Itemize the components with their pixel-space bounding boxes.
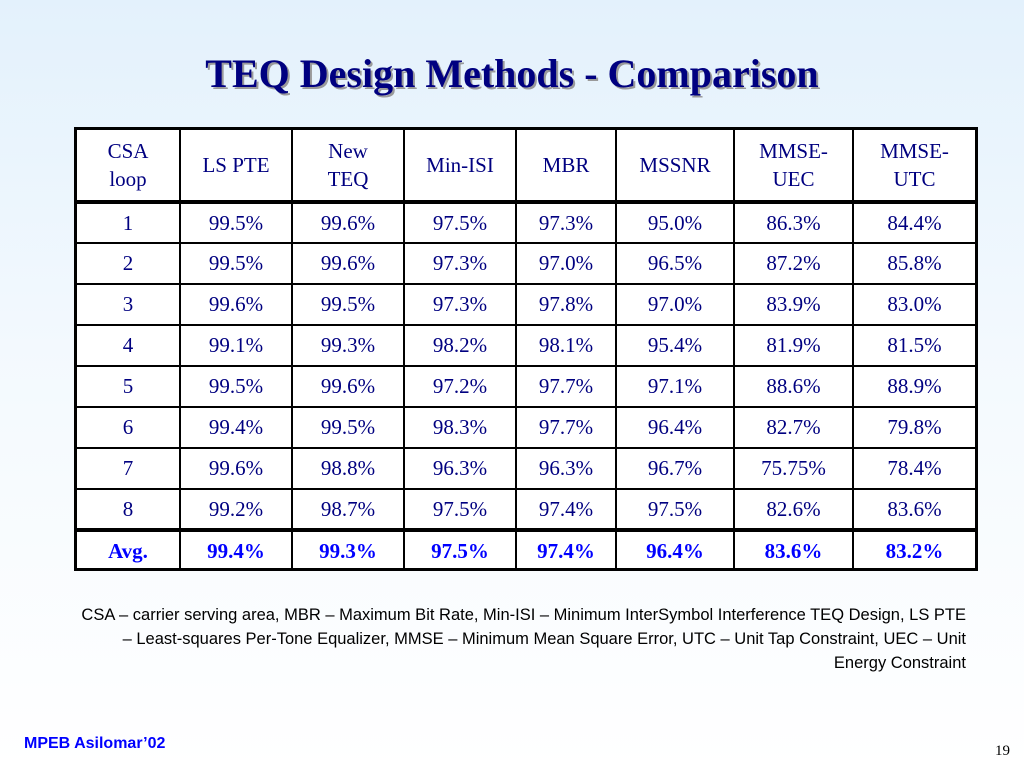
ls-pte-cell: 99.4% — [180, 407, 292, 448]
mmse-uec-cell: 81.9% — [734, 325, 853, 366]
new-teq-cell: 99.6% — [292, 243, 404, 284]
mmse-utc-cell: 88.9% — [853, 366, 975, 407]
comparison-table-container — [74, 127, 978, 571]
header-mmse-uec-line: UEC — [772, 167, 815, 191]
mmse-uec-cell: 86.3% — [734, 202, 853, 243]
header-mbr-line: MBR — [542, 153, 590, 177]
table-header-row — [77, 130, 975, 202]
new-teq-cell: 99.5% — [292, 284, 404, 325]
avg-mmse-uec-cell: 83.6% — [734, 530, 853, 571]
ls-pte-cell: 99.5% — [180, 202, 292, 243]
mmse-utc-cell: 83.0% — [853, 284, 975, 325]
mbr-cell: 98.1% — [516, 325, 616, 366]
mssnr-cell: 96.4% — [616, 407, 734, 448]
csa-loop-cell: 3 — [77, 284, 180, 325]
min-isi-cell: 96.3% — [404, 448, 516, 489]
header-csa-loop-line: CSA — [107, 139, 149, 163]
new-teq-cell: 98.7% — [292, 489, 404, 530]
mbr-cell: 97.4% — [516, 489, 616, 530]
mbr-cell: 96.3% — [516, 448, 616, 489]
header-csa-loop-line: loop — [109, 167, 147, 191]
new-teq-cell: 99.6% — [292, 202, 404, 243]
min-isi-cell: 98.3% — [404, 407, 516, 448]
mmse-utc-cell: 83.6% — [853, 489, 975, 530]
mmse-utc-cell: 79.8% — [853, 407, 975, 448]
min-isi-cell: 97.2% — [404, 366, 516, 407]
csa-loop-cell: 6 — [77, 407, 180, 448]
ls-pte-cell: 99.5% — [180, 243, 292, 284]
csa-loop-cell: 7 — [77, 448, 180, 489]
avg-mmse-utc-cell: 83.2% — [853, 530, 975, 571]
min-isi-cell: 98.2% — [404, 325, 516, 366]
new-teq-cell: 99.3% — [292, 325, 404, 366]
comparison-table — [77, 130, 975, 571]
header-min-isi-line: Min-ISI — [426, 153, 494, 177]
ls-pte-cell: 99.6% — [180, 284, 292, 325]
mmse-utc-cell: 85.8% — [853, 243, 975, 284]
csa-loop-cell: 4 — [77, 325, 180, 366]
slide-title: TEQ Design Methods - Comparison — [205, 51, 819, 96]
new-teq-cell: 99.5% — [292, 407, 404, 448]
ls-pte-cell: 99.5% — [180, 366, 292, 407]
table-row — [77, 284, 975, 325]
mssnr-cell: 97.0% — [616, 284, 734, 325]
table-average-row — [77, 530, 975, 571]
table-row — [77, 448, 975, 489]
min-isi-cell: 97.3% — [404, 243, 516, 284]
header-new-teq-line: New — [328, 139, 368, 163]
header-mbr — [516, 130, 616, 202]
mbr-cell: 97.8% — [516, 284, 616, 325]
mssnr-cell: 95.0% — [616, 202, 734, 243]
mssnr-cell: 95.4% — [616, 325, 734, 366]
mmse-uec-cell: 82.6% — [734, 489, 853, 530]
mmse-utc-cell: 81.5% — [853, 325, 975, 366]
min-isi-cell: 97.3% — [404, 284, 516, 325]
header-new-teq-line: TEQ — [327, 167, 369, 191]
ls-pte-cell: 99.2% — [180, 489, 292, 530]
avg-mssnr-cell: 96.4% — [616, 530, 734, 571]
avg-min-isi-cell: 97.5% — [404, 530, 516, 571]
csa-loop-cell: 8 — [77, 489, 180, 530]
new-teq-cell: 99.6% — [292, 366, 404, 407]
mmse-utc-cell: 78.4% — [853, 448, 975, 489]
csa-loop-cell: 1 — [77, 202, 180, 243]
header-mssnr-line: MSSNR — [639, 153, 711, 177]
header-min-isi — [404, 130, 516, 202]
ls-pte-cell: 99.6% — [180, 448, 292, 489]
header-mmse-utc — [853, 130, 975, 202]
mmse-uec-cell: 82.7% — [734, 407, 853, 448]
header-ls-pte — [180, 130, 292, 202]
mmse-uec-cell: 83.9% — [734, 284, 853, 325]
avg-label-cell: Avg. — [77, 530, 180, 571]
header-mssnr — [616, 130, 734, 202]
table-row — [77, 243, 975, 284]
min-isi-cell: 97.5% — [404, 489, 516, 530]
header-csa-loop — [77, 130, 180, 202]
mssnr-cell: 96.5% — [616, 243, 734, 284]
avg-new-teq-cell: 99.3% — [292, 530, 404, 571]
footer-conference-label: MPEB Asilomar’02 — [24, 735, 166, 752]
header-mmse-uec-line: MMSE- — [759, 139, 828, 163]
new-teq-cell: 98.8% — [292, 448, 404, 489]
mssnr-cell: 97.1% — [616, 366, 734, 407]
table-row — [77, 407, 975, 448]
mssnr-cell: 97.5% — [616, 489, 734, 530]
mbr-cell: 97.7% — [516, 407, 616, 448]
header-new-teq — [292, 130, 404, 202]
page-number: 19 — [995, 743, 1010, 759]
csa-loop-cell: 5 — [77, 366, 180, 407]
table-row — [77, 489, 975, 530]
mmse-uec-cell: 87.2% — [734, 243, 853, 284]
header-ls-pte-line: LS PTE — [202, 153, 270, 177]
header-mmse-utc-line: UTC — [893, 167, 936, 191]
table-row — [77, 366, 975, 407]
mmse-uec-cell: 75.75% — [734, 448, 853, 489]
mmse-utc-cell: 84.4% — [853, 202, 975, 243]
csa-loop-cell: 2 — [77, 243, 180, 284]
mmse-uec-cell: 88.6% — [734, 366, 853, 407]
header-mmse-uec — [734, 130, 853, 202]
table-row — [77, 325, 975, 366]
avg-mbr-cell: 97.4% — [516, 530, 616, 571]
mbr-cell: 97.3% — [516, 202, 616, 243]
mssnr-cell: 96.7% — [616, 448, 734, 489]
abbreviation-footnote: CSA – carrier serving area, MBR – Maximum Bit Rate, Min-ISI – Minimum InterSymbol Interference TEQ Design, LS PTE – Least-squares Per-Tone Equalizer, MMSE – Minimum Mean Square Error, UTC – Unit Tap Constraint, UEC – Unit Energy Constraint — [81, 606, 966, 672]
mbr-cell: 97.0% — [516, 243, 616, 284]
header-mmse-utc-line: MMSE- — [880, 139, 949, 163]
table-row — [77, 202, 975, 243]
avg-ls-pte-cell: 99.4% — [180, 530, 292, 571]
min-isi-cell: 97.5% — [404, 202, 516, 243]
mbr-cell: 97.7% — [516, 366, 616, 407]
ls-pte-cell: 99.1% — [180, 325, 292, 366]
